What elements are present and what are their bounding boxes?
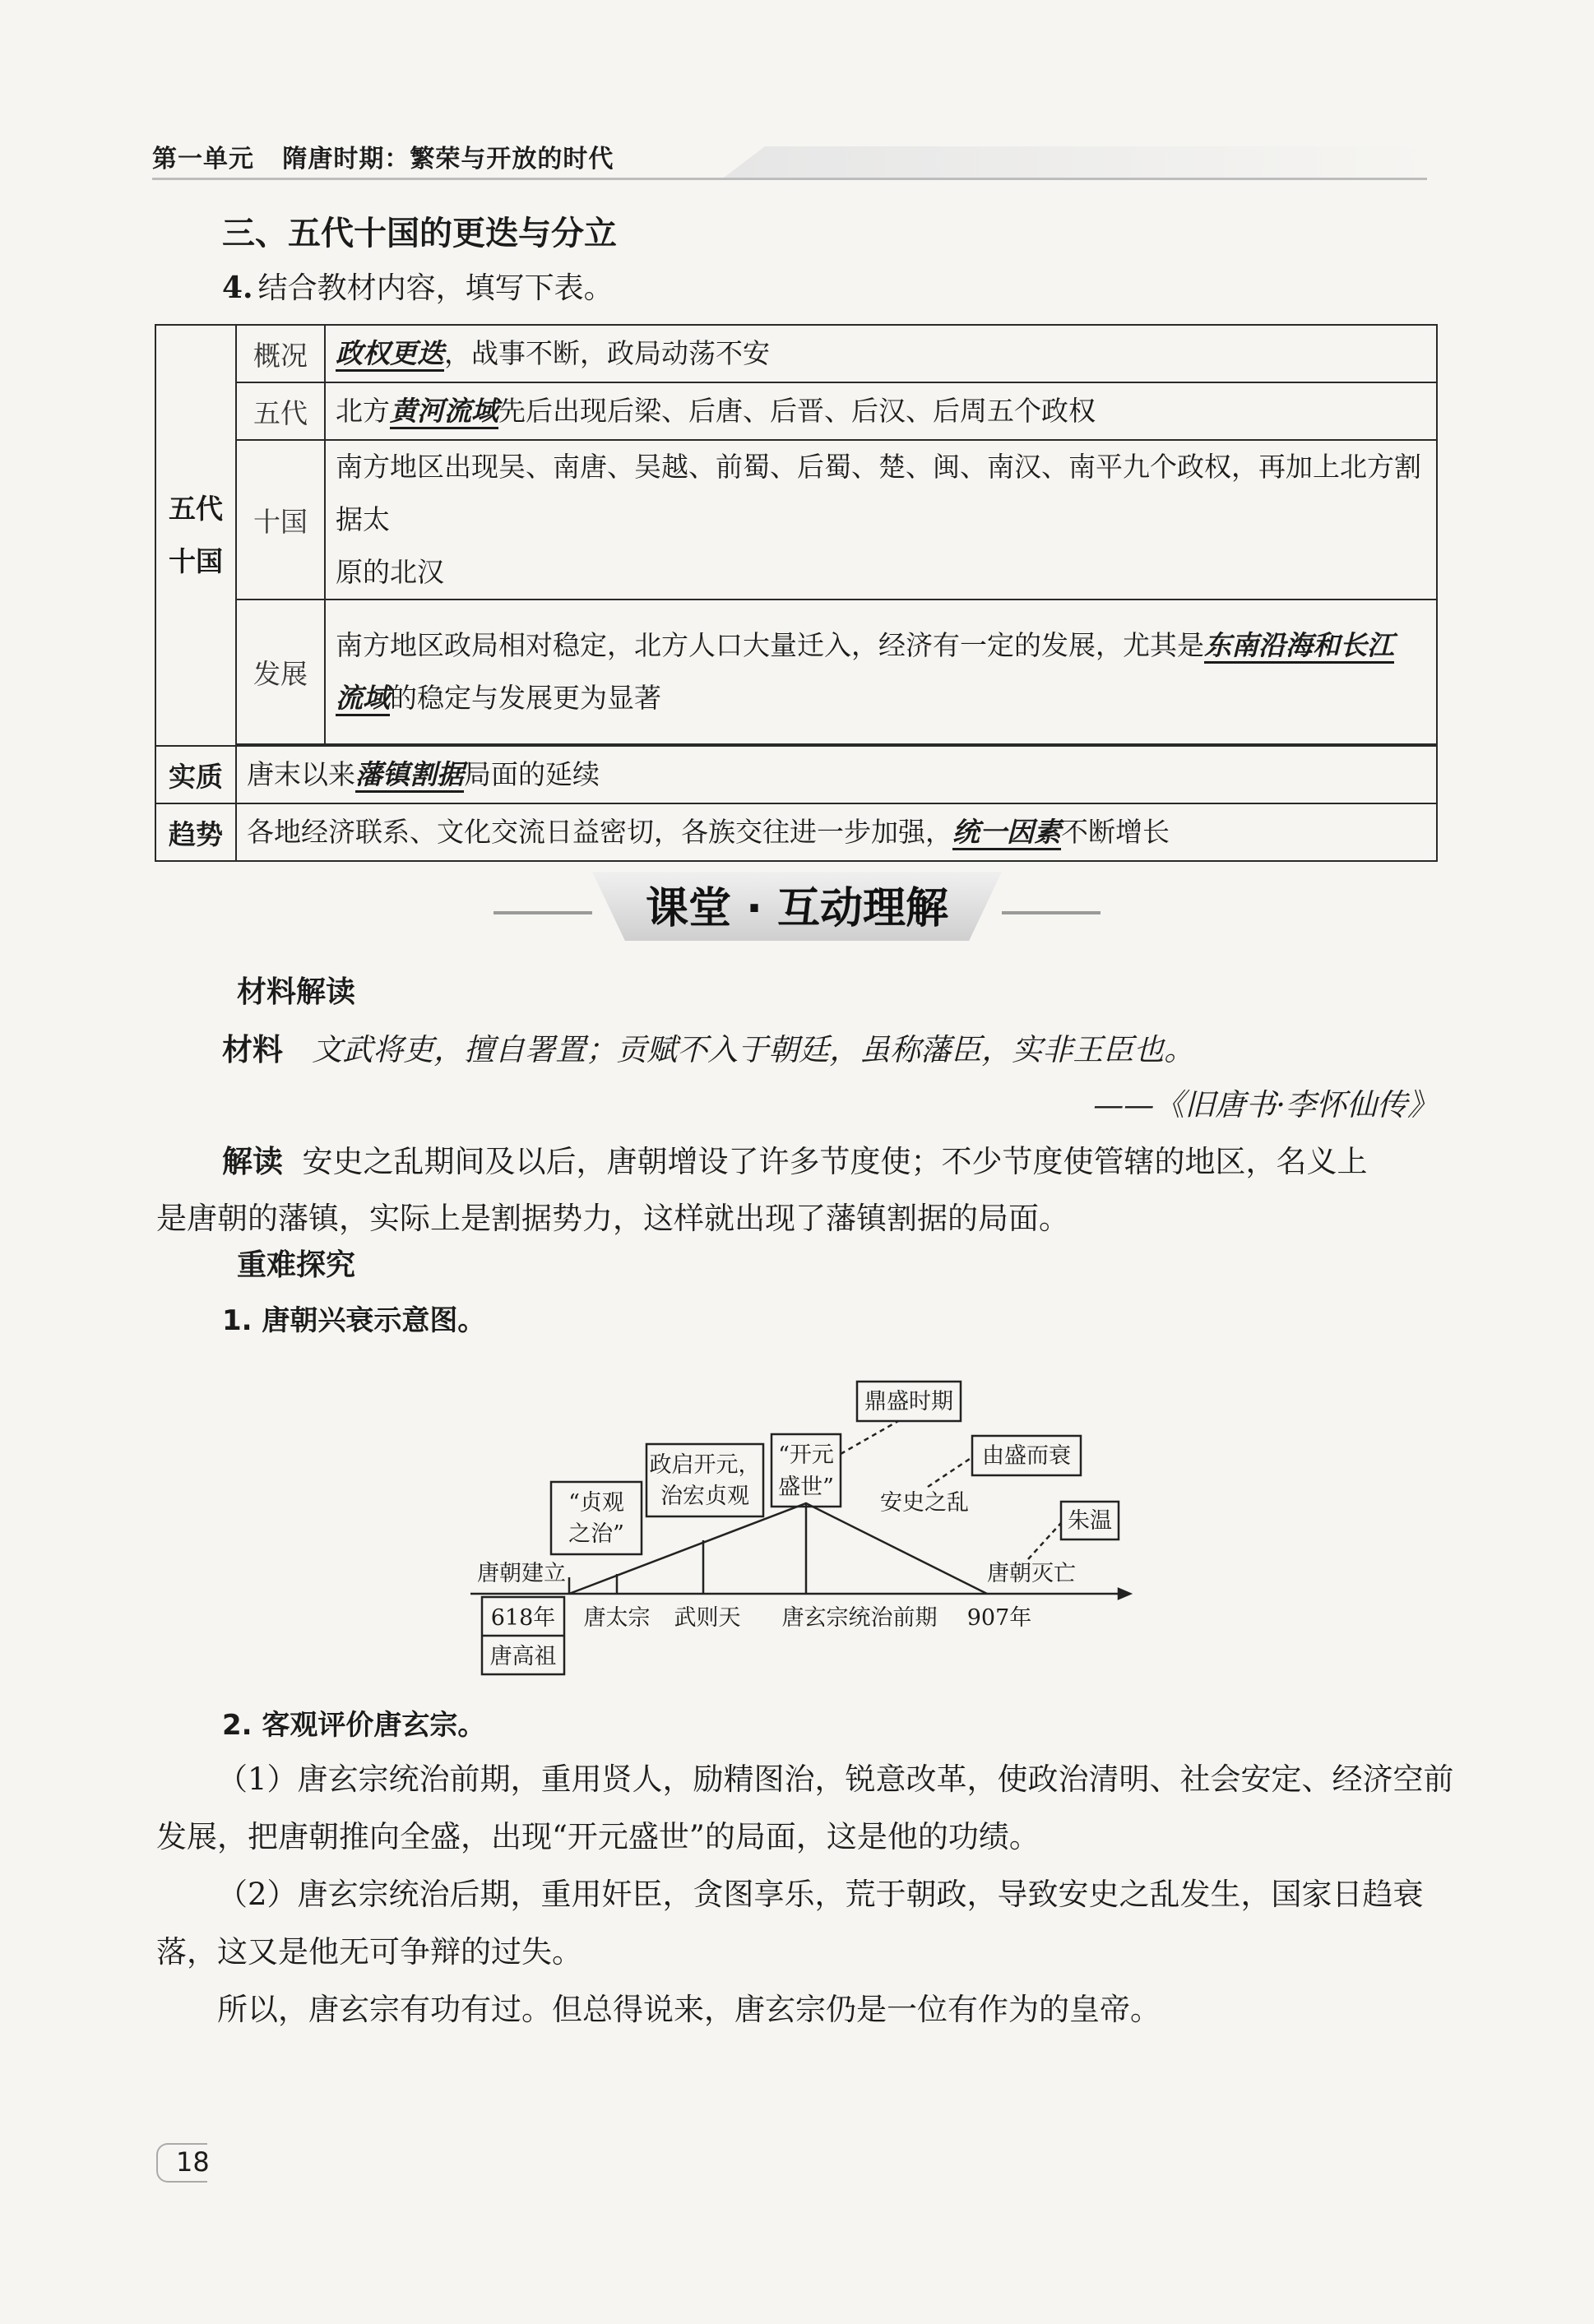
question-number: 4.: [222, 271, 253, 305]
tang-rise-fall-diagram: [461, 1365, 1135, 1678]
row-text: 局面的延续: [464, 758, 600, 790]
eval-p1-line1: （1）唐玄宗统治前期，重用贤人，励精图治，锐意改革，使政治清明、社会安定、经济空前: [217, 1762, 1454, 1797]
row-text: 原的北汉: [336, 556, 444, 588]
row-label: 五代: [236, 382, 325, 440]
row-label: 趋势: [155, 803, 236, 861]
handwritten-answer: 黄河流域: [390, 395, 498, 427]
row-content: [236, 746, 1437, 803]
header-decoration: [724, 146, 1431, 178]
label-yousheng: 由盛而衰: [982, 1443, 1071, 1469]
row-text: 北方: [336, 395, 390, 427]
section-heading: 三、五代十国的更迭与分立: [222, 215, 617, 252]
material-quote-line: [222, 1020, 1194, 1080]
table-row: [155, 325, 1437, 382]
group-label-cell: [155, 325, 236, 746]
handwritten-answer: 流域: [336, 682, 390, 714]
handwritten-answer: 统一因素: [952, 816, 1061, 848]
pointer-dingsheng: [841, 1421, 898, 1454]
label-fall: 唐朝灭亡: [987, 1561, 1076, 1586]
row-label: 实质: [155, 746, 236, 803]
row-content: [325, 325, 1437, 382]
handwritten-answer: 政权更迭: [336, 337, 444, 369]
banner-rule-left: [493, 911, 592, 914]
row-content: [325, 600, 1437, 744]
label-taizong: 唐太宗: [583, 1605, 651, 1631]
label-kaiyuan-1: “开元: [778, 1442, 834, 1468]
focus-item-1: 1. 唐朝兴衰示意图。: [222, 1304, 486, 1337]
pointer-yousheng: [928, 1457, 972, 1487]
row-content: [236, 803, 1437, 861]
five-dynasties-table: [155, 324, 1438, 862]
handwritten-answer: 东南沿海和长江: [1204, 629, 1394, 661]
table-row: [155, 600, 1437, 744]
label-wuzetian: 武则天: [674, 1605, 741, 1631]
label-founding: 唐朝建立: [477, 1561, 566, 1586]
label-618: 618年: [490, 1605, 556, 1631]
running-header: [152, 138, 614, 174]
handwritten-answer: 藩镇割据: [355, 758, 464, 790]
eval-p2-line1: （2）唐玄宗统治后期，重用奸臣，贪图享乐，荒于朝政，导致安史之乱发生，国家日趋衰: [217, 1877, 1424, 1912]
label-gaozu: 唐高祖: [489, 1644, 557, 1669]
interp-label: 解读: [222, 1143, 283, 1179]
label-xuanzong: 唐玄宗统治前期: [781, 1605, 938, 1631]
label-zhuwen: 朱温: [1068, 1508, 1112, 1534]
banner-title: 课堂 · 互动理解: [646, 884, 948, 933]
header-unit: 第一单元: [152, 145, 254, 174]
row-label: 十国: [236, 440, 325, 600]
question-4: [222, 265, 614, 307]
table-row: [155, 803, 1437, 861]
label-907: 907年: [966, 1605, 1032, 1631]
material-label: 材料: [222, 1031, 283, 1067]
interp-line-2: 是唐朝的藩镇，实际上是割据势力，这样就出现了藩镇割据的局面。: [156, 1201, 1069, 1236]
table-row: [155, 440, 1437, 600]
row-text: 的稳定与发展更为显著: [390, 682, 661, 714]
label-zhenguan-2: 之治”: [568, 1521, 624, 1547]
rise-fall-line: [569, 1503, 987, 1594]
row-text: 唐末以来: [247, 758, 355, 790]
banner-rule-right: [1002, 911, 1101, 914]
label-kaiyuan-2: 盛世”: [778, 1474, 834, 1500]
row-label: 概况: [236, 325, 325, 382]
material-source: ——《旧唐书·李怀仙传》: [1093, 1087, 1438, 1123]
eval-p1-line2: 发展，把唐朝推向全盛，出现“开元盛世”的局面，这是他的功绩。: [156, 1819, 1040, 1854]
focus-item-2: 2. 客观评价唐玄宗。: [222, 1709, 486, 1742]
page-number: 18: [176, 2146, 210, 2178]
material-quote: 文武将吏，擅自署置；贡赋不入于朝廷，虽称藩臣，实非王臣也。: [312, 1032, 1195, 1067]
label-zhenguan-1: “贞观: [568, 1490, 624, 1516]
header-title: 隋唐时期：繁荣与开放的时代: [282, 145, 614, 174]
row-text: ，战事不断，政局动荡不安: [444, 337, 770, 369]
eval-conclusion: 所以，唐玄宗有功有过。但总得说来，唐玄宗仍是一位有作为的皇帝。: [217, 1992, 1161, 2027]
table-row: [155, 382, 1437, 440]
row-text: 不断增长: [1061, 816, 1170, 848]
interp-text: 安史之乱期间及以后，唐朝增设了许多节度使；不少节度使管辖的地区，名义上: [302, 1144, 1368, 1179]
interp-line-1: [222, 1132, 1368, 1192]
material-heading: 材料解读: [237, 975, 356, 1009]
label-zhengqi-2: 治宏贞观: [660, 1484, 749, 1509]
row-text: 南方地区政局相对稳定，北方人口大量迁入，经济有一定的发展，尤其是: [336, 629, 1204, 661]
table-row: [155, 746, 1437, 803]
pointer-zhuwen: [1028, 1523, 1061, 1559]
label-zhengqi-1: 政启开元，: [649, 1452, 761, 1478]
row-text: 各地经济联系、文化交流日益密切，各族交往进一步加强，: [247, 816, 952, 848]
question-text: 结合教材内容，填写下表。: [257, 271, 614, 305]
timeline-arrow: [1119, 1589, 1130, 1599]
row-content: [325, 382, 1437, 440]
row-content: [325, 440, 1437, 600]
row-text: 南方地区出现吴、南唐、吴越、前蜀、后蜀、楚、闽、南汉、南平九个政权，再加上北方割据太: [336, 451, 1421, 535]
label-dingsheng: 鼎盛时期: [864, 1389, 953, 1414]
row-label: 发展: [236, 600, 325, 744]
label-anshi: 安史之乱: [880, 1490, 969, 1516]
header-rule: [152, 178, 1427, 180]
eval-p2-line2: 落，这又是他无可争辩的过失。: [156, 1934, 582, 1970]
row-text: 先后出现后梁、后唐、后晋、后汉、后周五个政权: [498, 395, 1096, 427]
focus-heading: 重难探究: [237, 1248, 356, 1282]
group-label: 五代 十国: [169, 493, 223, 577]
